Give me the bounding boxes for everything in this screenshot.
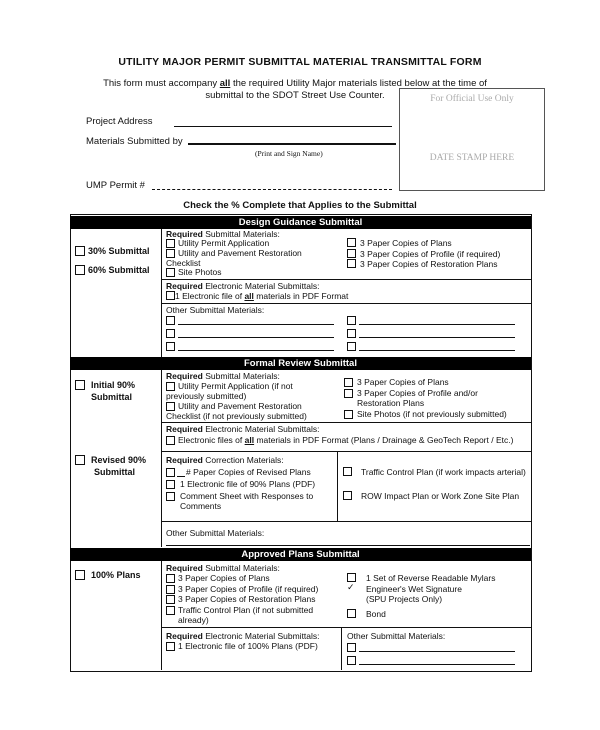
req-rest: Submittal Materials:: [202, 371, 280, 381]
formal-req-item: Site Photos (if not previously submitted): [357, 409, 507, 419]
design-other-line[interactable]: [178, 337, 334, 338]
checkbox-design-plans[interactable]: [347, 238, 356, 247]
design-other-line[interactable]: [359, 337, 515, 338]
formal-req-item: 3 Paper Copies of Plans: [357, 377, 449, 387]
project-address-label: Project Address: [86, 116, 153, 127]
divider: [161, 561, 162, 670]
formal-req-item: 3 Paper Copies of Profile and/or: [357, 388, 478, 398]
checkbox-formal-plans[interactable]: [344, 378, 353, 387]
design-req-item: Checklist: [166, 258, 201, 268]
checkbox-design-other-5[interactable]: [166, 342, 175, 351]
req-bold: Required: [166, 455, 203, 465]
req-bold: Required: [166, 281, 203, 291]
date-stamp-label: DATE STAMP HERE: [429, 153, 515, 163]
approved-req-item: (SPU Projects Only): [366, 594, 443, 604]
req-rest: Electronic Material Submittals:: [202, 281, 320, 291]
project-address-field[interactable]: [174, 126, 392, 127]
materials-submitted-field[interactable]: [188, 143, 396, 145]
checkbox-formal-permit-app[interactable]: [166, 382, 175, 391]
req-rest: Electronic Material Submittals:: [202, 631, 320, 641]
checkbox-formal-traffic-control[interactable]: [343, 467, 352, 476]
wingding-check-icon: ✓: [347, 583, 355, 593]
design-req-item: 3 Paper Copies of Restoration Plans: [360, 259, 498, 269]
checkbox-design-site-photos[interactable]: [166, 268, 175, 277]
formal-req-item: Checklist (if not previously submitted): [166, 411, 307, 421]
req-rest: Electronic Material Submittals:: [202, 424, 320, 434]
checkbox-design-other-1[interactable]: [166, 316, 175, 325]
checkbox-design-other-3[interactable]: [166, 329, 175, 338]
option-initial-90-label: Initial 90%: [91, 380, 136, 390]
formal-req-item: Restoration Plans: [357, 398, 425, 408]
checkbox-approved-other-2[interactable]: [347, 656, 356, 665]
checkbox-formal-comment-sheet[interactable]: [166, 492, 175, 501]
option-60-label: 60% Submittal: [88, 265, 150, 275]
checkbox-formal-restoration[interactable]: [166, 402, 175, 411]
formal-req-item: Utility Permit Application (if not: [178, 381, 293, 391]
divider: [161, 521, 531, 522]
approved-other-label: Other Submittal Materials:: [347, 631, 446, 641]
materials-submitted-label: Materials Submitted by: [86, 136, 183, 147]
formal-corr-item: Traffic Control Plan (if work impacts arterial): [361, 467, 526, 477]
design-other-line[interactable]: [178, 350, 334, 351]
formal-elec-label: [166, 424, 320, 434]
intro-all: all: [219, 78, 231, 89]
formal-other-line[interactable]: [166, 545, 530, 546]
elec-all: all: [244, 291, 254, 301]
req-rest: Correction Materials:: [202, 455, 284, 465]
option-revised-90-label: Revised 90%: [91, 455, 147, 465]
design-other-line[interactable]: [359, 324, 515, 325]
divider: [161, 279, 531, 280]
checkbox-formal-profile[interactable]: [344, 389, 353, 398]
elec-part: materials in PDF Format: [253, 291, 349, 301]
formal-corr-item: 1 Electronic file of 90% Plans (PDF): [180, 479, 316, 489]
approved-other-line[interactable]: [359, 651, 515, 652]
ump-permit-label: UMP Permit #: [86, 180, 145, 191]
formal-corr-item: Comments: [180, 501, 222, 511]
formal-corr-label: [166, 455, 284, 465]
checkbox-formal-site-photos[interactable]: [344, 410, 353, 419]
checkbox-revised-90[interactable]: [75, 455, 85, 465]
formal-other-label: Other Submittal Materials:: [166, 528, 265, 538]
design-section-header: Design Guidance Submittal: [70, 216, 531, 229]
design-req-item: 3 Paper Copies of Plans: [360, 238, 452, 248]
form-title: UTILITY MAJOR PERMIT SUBMITTAL MATERIAL TRANSMITTAL FORM: [118, 56, 482, 68]
approved-elec-item: 1 Electronic file of 100% Plans (PDF): [178, 641, 318, 651]
checkbox-30-submittal[interactable]: [75, 246, 85, 256]
divider: [161, 451, 531, 452]
approved-section-header: Approved Plans Submittal: [70, 548, 531, 561]
approved-req-item: 3 Paper Copies of Restoration Plans: [178, 594, 316, 604]
req-rest: Submittal Materials:: [202, 229, 280, 239]
approved-req-item: already): [178, 615, 209, 625]
checkbox-approved-bond[interactable]: [347, 609, 356, 618]
option-30-label: 30% Submittal: [88, 246, 150, 256]
checkbox-approved-mylars[interactable]: [347, 573, 356, 582]
official-use-label: For Official Use Only: [430, 94, 514, 104]
approved-req-item: 3 Paper Copies of Profile (if required): [178, 584, 319, 594]
design-other-line[interactable]: [359, 350, 515, 351]
divider: [161, 422, 531, 423]
elec-part: materials in PDF Format (Plans / Drainage & GeoTech Report / Etc.): [254, 435, 514, 445]
option-100-label: 100% Plans: [91, 570, 141, 580]
option-initial-90-label-2: Submittal: [91, 392, 133, 402]
option-revised-90-label-2: Submittal: [94, 467, 136, 477]
req-bold: Required: [166, 631, 203, 641]
intro-part: This form must accompany: [103, 78, 220, 89]
checkbox-design-restoration[interactable]: [166, 249, 175, 258]
official-use-box: [399, 88, 545, 191]
intro-line2: submittal to the SDOT Street Use Counter.: [205, 90, 385, 101]
revised-copies-blank[interactable]: [177, 476, 185, 477]
checkbox-design-profile[interactable]: [347, 249, 356, 258]
checkbox-approved-plans[interactable]: [166, 574, 175, 583]
checkbox-60-submittal[interactable]: [75, 265, 85, 275]
design-other-label: Other Submittal Materials:: [166, 305, 265, 315]
checkbox-approved-electronic[interactable]: [166, 642, 175, 651]
design-req-item: 3 Paper Copies of Profile (if required): [360, 249, 501, 259]
checkbox-approved-profile[interactable]: [166, 585, 175, 594]
formal-req-item: previously submitted): [166, 391, 247, 401]
checkbox-formal-90-pdf[interactable]: [166, 480, 175, 489]
req-bold: Required: [166, 229, 203, 239]
req-bold: Required: [166, 371, 203, 381]
print-sign-hint: (Print and Sign Name): [255, 149, 323, 158]
checkbox-formal-row-impact[interactable]: [343, 491, 352, 500]
checkbox-design-other-4[interactable]: [347, 329, 356, 338]
checkbox-design-other-2[interactable]: [347, 316, 356, 325]
design-elec-item: [175, 291, 348, 301]
req-rest: Submittal Materials:: [202, 563, 280, 573]
approved-req-item: 1 Set of Reverse Readable Mylars: [366, 573, 496, 583]
approved-req-item: 3 Paper Copies of Plans: [178, 573, 270, 583]
checkbox-design-electronic[interactable]: [166, 291, 175, 300]
design-other-line[interactable]: [178, 324, 334, 325]
divider: [161, 627, 531, 628]
req-bold: Required: [166, 424, 203, 434]
checkbox-approved-restoration[interactable]: [166, 595, 175, 604]
formal-corr-item: ROW Impact Plan or Work Zone Site Plan: [361, 491, 520, 501]
checkbox-100-plans[interactable]: [75, 570, 85, 580]
approved-other-line[interactable]: [359, 664, 515, 665]
check-heading: Check the % Complete that Applies to the Submittal: [183, 200, 417, 211]
elec-part: Electronic files of: [178, 435, 245, 445]
checkbox-design-permit-app[interactable]: [166, 239, 175, 248]
design-req-item: Utility Permit Application: [178, 238, 270, 248]
divider: [341, 627, 342, 670]
checkbox-initial-90[interactable]: [75, 380, 85, 390]
formal-corr-item: # Paper Copies of Revised Plans: [186, 467, 311, 477]
checkbox-design-other-6[interactable]: [347, 342, 356, 351]
approved-req-label: [166, 563, 280, 573]
formal-req-label: [166, 371, 280, 381]
checkbox-design-restoration-plans[interactable]: [347, 259, 356, 268]
formal-req-item: Utility and Pavement Restoration: [178, 401, 302, 411]
elec-all: all: [244, 435, 255, 445]
formal-section-header: Formal Review Submittal: [70, 357, 531, 370]
divider: [337, 451, 338, 521]
ump-permit-field[interactable]: [152, 189, 392, 190]
formal-elec-item: [178, 435, 513, 445]
checkbox-formal-electronic[interactable]: [166, 436, 175, 445]
divider: [161, 229, 162, 357]
intro-part: the required Utility Major materials listed below at the time of: [230, 78, 487, 89]
approved-req-item: Bond: [366, 609, 386, 619]
checkbox-approved-traffic[interactable]: [166, 606, 175, 615]
divider: [161, 303, 531, 304]
design-req-item: Site Photos: [178, 267, 222, 277]
approved-req-item: Traffic Control Plan (if not submitted: [178, 605, 314, 615]
checkbox-approved-other-1[interactable]: [347, 643, 356, 652]
elec-part: 1 Electronic file of: [175, 291, 245, 301]
design-elec-label: [166, 281, 320, 291]
design-req-item: Utility and Pavement Restoration: [178, 248, 302, 258]
approved-req-item: Engineer's Wet Signature: [366, 584, 462, 594]
req-bold: Required: [166, 563, 203, 573]
formal-corr-item: Comment Sheet with Responses to: [180, 491, 314, 501]
checkbox-formal-revised-plans[interactable]: [166, 468, 175, 477]
approved-elec-label: [166, 631, 320, 641]
